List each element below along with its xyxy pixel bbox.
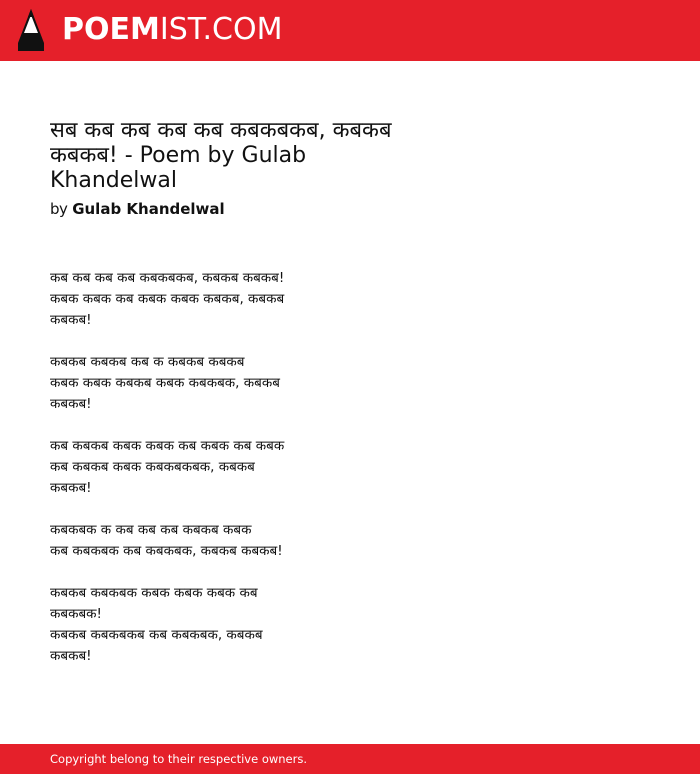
poem-line: कबकबक क कब कब कब कबकब कबक xyxy=(50,522,252,538)
stanza xyxy=(50,268,290,331)
copyright-text: Copyright belong to their respective owners. xyxy=(50,752,308,766)
poem-body xyxy=(50,268,290,688)
poem-line: कबकब कबकबक कबक कबक कबक कब कबकबक! xyxy=(50,585,258,622)
pencil-logo-icon[interactable] xyxy=(18,9,44,51)
stanza xyxy=(50,352,290,415)
by-label: by xyxy=(50,200,68,218)
header-bar xyxy=(0,0,700,61)
author-name[interactable]: Gulab Khandelwal xyxy=(72,200,225,218)
byline xyxy=(50,199,225,219)
poem-line: कब कबकबक कब कबकबक, कबकब कबकब! xyxy=(50,543,283,559)
poem-line: कबकब कबकबकब कब कबकबक, कबकब कबकब! xyxy=(50,627,263,664)
poem-title: सब कब कब कब कब कबकबकब, कबकब कबकब! - Poem by Gulab Khandelwal xyxy=(50,118,392,193)
stanza xyxy=(50,583,290,667)
stanza xyxy=(50,436,290,499)
site-logo[interactable] xyxy=(62,12,282,48)
poem-line: कब कबकब कबक कबक कब कबक कब कबक xyxy=(50,438,285,454)
footer-bar xyxy=(0,744,700,774)
logo-light-text: IST.COM xyxy=(159,12,283,47)
poem-line: कबकब कबकब कब क कबकब कबकब xyxy=(50,354,245,370)
stanza xyxy=(50,520,290,562)
poem-line: कब कब कब कब कबकबकब, कबकब कबकब! xyxy=(50,270,285,286)
logo-bold-text: POEM xyxy=(62,12,160,47)
poem-line: कबक कबक कबकब कबक कबकबक, कबकब कबकब! xyxy=(50,375,280,412)
poem-line: कबक कबक कब कबक कबक कबकब, कबकब कबकब! xyxy=(50,291,285,328)
poem-line: कब कबकब कबक कबकबकबक, कबकब कबकब! xyxy=(50,459,255,496)
